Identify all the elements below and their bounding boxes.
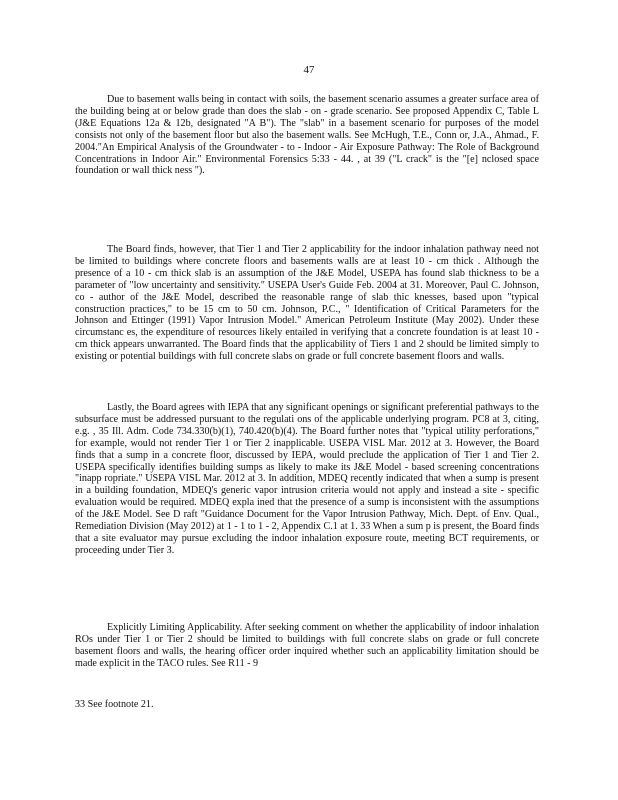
paragraph-board-findings-thickness [75,244,539,363]
paragraph-basement-scenario [75,94,539,177]
paragraph-text: Explicitly Limiting Applicability. After seeking comment on whether the applicability of indoor inhalation ROs under Tier 1 or Tier 2 should be limited to buildings with full concrete slabs on grade or full concrete basement floors and walls, the hearing officer order inquired whether such an applicability limitation should be made explicit in the TACO rules. See R11 - 9 [75,622,539,669]
paragraph-explicitly-limiting [75,622,539,670]
paragraph-text: Due to basement walls being in contact with soils, the basement scenario assumes a greater surface area of the building being at or below grade than does the slab - on - grade scenario. See proposed Appendix C, Table L (J&E Equations 12a & 12b, designated "A B"). The "slab" in a basement scenario for purposes of the model consists not only of the basement floor but also the basement walls. See McHugh, T.E., Conn or, J.A., Ahmad., F. 2004."An Empirical Analysis of the Groundwater - to - Indoor - Air Exposure Pathway: The Role of Background Concentrations in Indoor Air." Environmental Forensics 5:33 - 44. , at 39 ("L crack" is the "[e] nclosed space foundation or wall thick ness "). [75,94,539,177]
footnote: 33 See footnote 21. [75,699,154,710]
paragraph-significant-openings [75,402,539,557]
paragraph-text: The Board finds, however, that Tier 1 and Tier 2 applicability for the indoor inhalation pathway need not be limited to buildings where concrete floors and basements walls are at least 10 - cm thick . Although the presence of a 10 - cm thick slab is an assumption of the J&E Model, USEPA has found slab thickness to be a parameter of "low uncertainty and sensitivity." USEPA User's Guide Feb. 2004 at 31. Moreover, Paul C. Johnson, co - author of the J&E Model, described the reasonable range of slab thic knesses, based upon "typical construction practices," to be 15 cm to 50 cm. Johnson, P.C., " Identification of Critical Parameters for the Johnson and Ettinger (1991) Vapor Intrusion Model." American Petroleum Institute (May 2002). Under these circumstanc es, the expenditure of resources likely entailed in verifying that a concrete foundation is at least 10 - cm thick appears unwarranted. The Board finds that the applicability of Tiers 1 and 2 should be limited simply to existing or potential buildings with full concrete slabs on grade or full concrete basement floors and walls. [75,244,539,363]
paragraph-text: Lastly, the Board agrees with IEPA that any significant openings or significant preferential pathways to the subsurface must be addressed pursuant to the regulati ons of the applicable underlying program. PC8 at 3, citing, e.g. , 35 Ill. Adm. Code 734.330(b)(1), 740.420(b)(4). The Board further notes that "typical utility perforations," for example, would not render Tier 1 or Tier 2 inapplicable. USEPA VISL Mar. 2012 at 3. However, the Board finds that a sump in a concrete floor, discussed by IEPA, would preclude the application of Tier 1 and Tier 2. USEPA specifically identifies building sumps as likely to make its J&E Model - based screening concentrations "inapp ropriate." USEPA VISL Mar. 2012 at 3. In addition, MDEQ recently indicated that when a sump is present in a building foundation, MDEQ's generic vapor intrusion criteria would not apply and instead a site - specific evaluation would be required. MDEQ expla ined that the presence of a sump is inconsistent with the assumptions of the J&E Model. See D raft "Guidance Document for the Vapor Intrusion Pathway, Mich. Dept. of Env. Qual., Remediation Division (May 2012) at 1 - 1 to 1 - 2, Appendix C.1 at 1. 33 When a sum p is present, the Board finds that a site evaluator may pursue excluding the indoor inhalation exposure route, meeting BCT requirements, or proceeding under Tier 3. [75,402,539,556]
page-number: 47 [303,64,315,76]
